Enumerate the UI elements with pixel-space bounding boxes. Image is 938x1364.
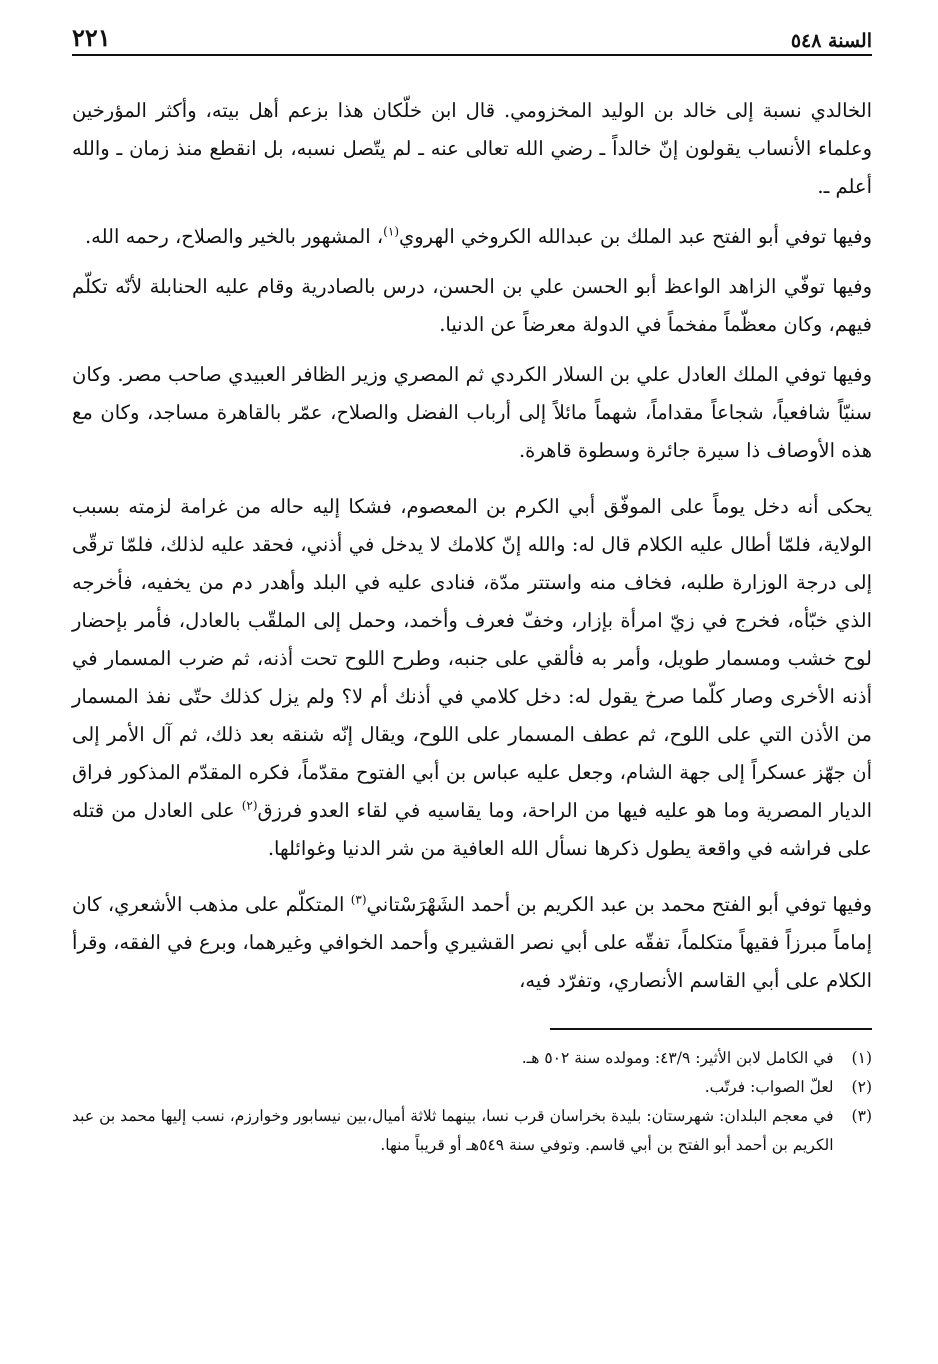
paragraph-shahrastani	[72, 886, 872, 1000]
footnote-3	[72, 1102, 872, 1160]
footnote-divider	[550, 1028, 872, 1030]
paragraph-text: على العادل من قتله على فراشه في واقعة يطول ذكرها نسأل الله العافية من شر الدنيا وغوائلها.	[72, 799, 872, 860]
year-label: السنة ٥٤٨	[790, 30, 872, 52]
footnote-number: (٣)	[851, 1107, 872, 1125]
paragraph-text: يحكى أنه دخل يوماً على الموفّق أبي الكرم بن المعصوم، فشكا إليه حاله من غرامة لزمته بسبب الولاية، فلمّا أطال عليه الكلام قال له: والله إنّ كلامك لا يدخل في أذني، فحقد عليه لذلك، فلمّا ترقّى إلى درجة الوزارة طلبه، فخاف منه واستتر مدّة، فنادى عليه في البلد وأهدر دم من يخفيه، فأخرجه الذي خبّأه، فخرج في زيّ امرأة بإزار، وخفّ فعرف وأخمد، وحمل إلى الملقّب بالعادل، فأمر بإحضار لوح خشب ومسمار طويل، وأمر به فألقي على جنبه، وطرح اللوح تحت أذنه، ثم ضرب المسمار في أذنه الأخرى وصار كلّما صرخ يقول له: دخل كلامي في أذنك أم لا؟ ولم يزل كذلك حتّى نفذ المسمار من الأذن التي على اللوح، ثم عطف المسمار على اللوح، ويقال إنّه شنقه بعد ذلك، ثم آل الأمر إلى أن جهّز عسكراً إلى جهة الشام، وجعل عليه عباس بن أبي الفتوح مقدّماً، فكره المقدّم المذكور فراق الديار المصرية وما هو عليه فيها من الراحة، وما يقاسيه في لقاء العدو فرزق	[72, 495, 873, 822]
footnote-text: في معجم البلدان: شهرستان: بليدة بخراسان قرب نسا، بينهما ثلاثة أميال،بين نيسابور وخوارزم، نسب إليها محمد بن عبد الكريم بن أحمد أبو الفتح بن أبي قاسم. وتوفي سنة ٥٤٩هـ أو قريباً منها.	[72, 1107, 834, 1154]
paragraph-text: وفيها توفي الملك العادل علي بن السلار الكردي ثم المصري وزير الظافر العبيدي صاحب مصر. وكان سنيّاً شافعياً، شجاعاً مقداماً، شهماً مائلاً إلى أرباب الفضل والصلاح، عمّر بالقاهرة مساجد، وكان مع هذه الأوصاف ذا سيرة جائرة وسطوة قاهرة.	[72, 363, 872, 462]
paragraph-anecdote	[72, 488, 872, 868]
footnote-ref-1[interactable]: (١)	[383, 224, 399, 239]
footnote-text: في الكامل لابن الأثير: ٤٣/٩: ومولده سنة ٥٠٢ هـ.	[521, 1049, 834, 1067]
paragraph-king-adil	[72, 356, 872, 470]
footnote-text: لعلّ الصواب: فرتّب.	[704, 1078, 834, 1096]
page-number: ٢٢١	[72, 23, 111, 52]
paragraph-text: المتكلّم على مذهب الأشعري، كان إماماً مبرزاً فقيهاً متكلماً، تفقّه على أبي نصر القشيري وأحمد الخوافي وغيرهما، وبرع في الفقه، وقرأ الكلام على أبي القاسم الأنصاري، وتفرّد فيه،	[72, 893, 872, 992]
book-page	[72, 18, 872, 1348]
paragraph-text: الخالدي نسبة إلى خالد بن الوليد المخزومي. قال ابن خلّكان هذا بزعم أهل بيته، وأكثر المؤرخين وعلماء الأنساب يقولون إنّ خالداً ـ رضي الله تعالى عنه ـ لم يتّصل نسبه، بل انقطع منذ زمان ـ والله أعلم ـ.	[72, 99, 872, 198]
paragraph-text: ، المشهور بالخير والصلاح، رحمه الله.	[84, 225, 384, 248]
paragraph-text: وفيها توفّي الزاهد الواعظ أبو الحسن علي بن الحسن، درس بالصادرية وقام عليه الحنابلة لأنّه تكلّم فيهم، وكان معظّماً مفخماً في الدولة معرضاً عن الدنيا.	[72, 275, 872, 336]
footnote-ref-3[interactable]: (٣)	[350, 892, 367, 907]
footnote-ref-2[interactable]: (٢)	[241, 798, 258, 813]
main-text	[72, 92, 872, 1000]
paragraph-khalidi-lineage	[72, 92, 872, 206]
paragraph-karukhi-death	[72, 218, 872, 256]
paragraph-text: وفيها توفي أبو الفتح عبد الملك بن عبدالله الكروخي الهروي	[399, 225, 872, 248]
footnote-number: (٢)	[851, 1078, 872, 1096]
running-header	[72, 18, 872, 56]
footnotes	[72, 1044, 872, 1160]
paragraph-text: وفيها توفي أبو الفتح محمد بن عبد الكريم بن أحمد الشَهْرَسْتاني	[366, 893, 872, 916]
footnote-number: (١)	[851, 1049, 872, 1067]
footnote-2	[72, 1073, 872, 1102]
footnote-1	[72, 1044, 872, 1073]
paragraph-ascetic-preacher	[72, 268, 872, 344]
